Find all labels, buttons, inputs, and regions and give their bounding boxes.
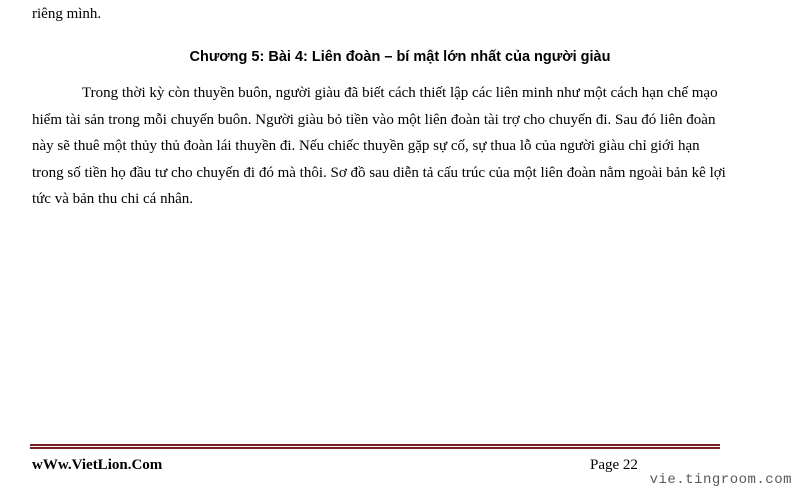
paragraph-line: trong số tiền họ đầu tư cho chuyến đi đó mà thôi. Sơ đồ sau diễn tả cấu trúc của một liên đoàn nằm ngoài bản kê lợi [32,164,726,181]
body-paragraph [32,80,772,213]
page-number: Page 22 [590,457,638,473]
previous-paragraph-tail: riêng mình. [32,6,102,22]
watermark: vie.tingroom.com [649,472,792,488]
footer-divider [30,444,720,449]
paragraph-line: Trong thời kỳ còn thuyền buôn, người giàu đã biết cách thiết lập các liên minh như một cách hạn chế mạo [82,85,718,101]
section-heading: Chương 5: Bài 4: Liên đoàn – bí mật lớn nhất của người giàu [189,49,611,65]
paragraph-line: tức và bản thu chi cá nhân. [32,191,193,207]
paragraph-line: hiểm tài sản trong mỗi chuyến buôn. Người giàu bỏ tiền vào một liên đoàn tài trợ cho chuyến đi. Sau đó liên đoàn [32,111,716,128]
paragraph-line: này sẽ thuê một thủy thủ đoàn lái thuyền đi. Nếu chiếc thuyền gặp sự cố, sự thua lỗ của người giàu chỉ giới hạn [32,138,700,154]
footer-site-name: wWw.VietLion.Com [32,457,163,473]
